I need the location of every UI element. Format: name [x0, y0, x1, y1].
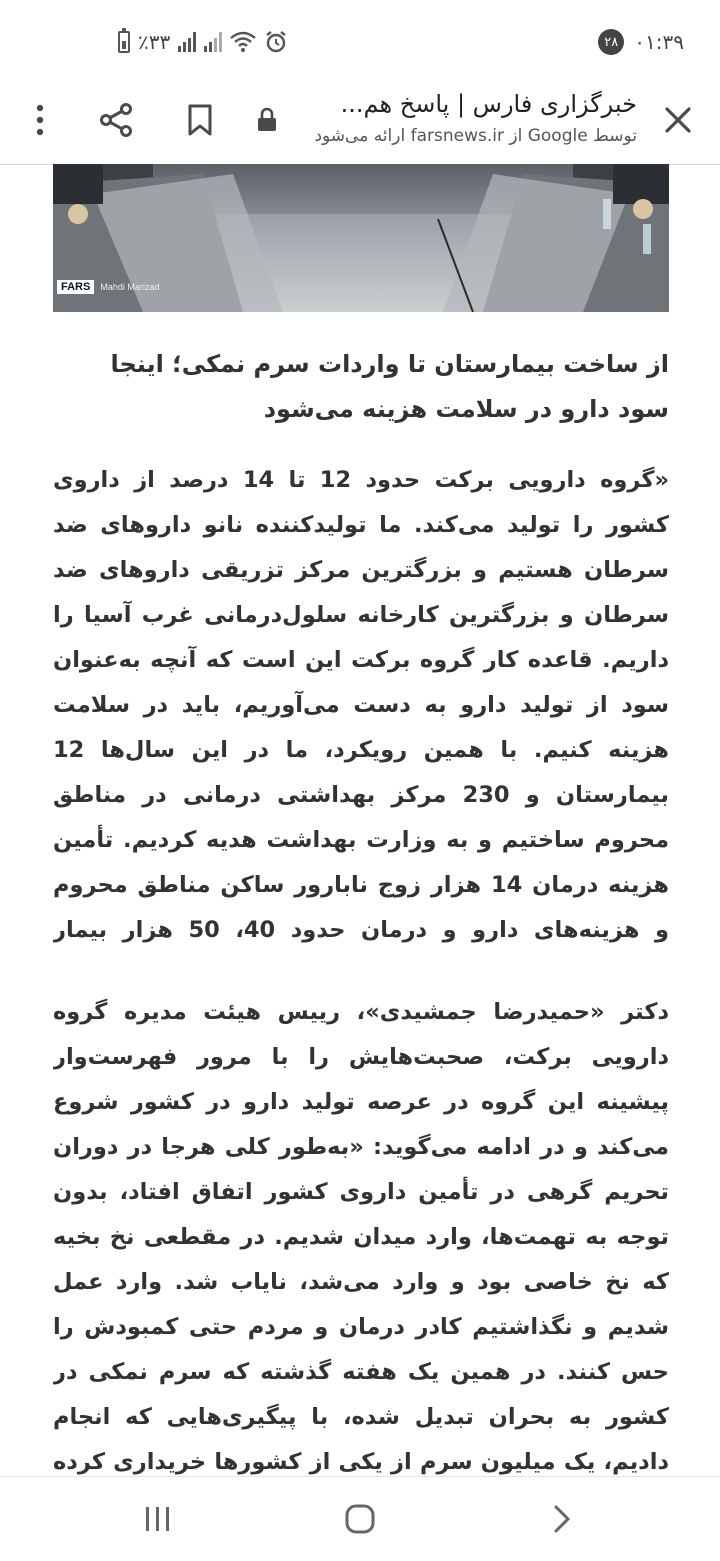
- article-paragraph-1: «گروه دارویی برکت حدود 12 تا 14 درصد از داروی کشور را تولید می‌کند. ما تولیدکننده نانو داروهای ضد سرطان هستیم و بزرگترین مرکز تزریقی داروهای ضد سرطان و بزرگترین کارخانه سلول‌درمانی غرب آسیا را داریم. قاعده کار گروه برکت این است که آنچه به‌عنوان سود از تولید دارو به دست می‌آوریم، باید در سلامت هزینه کنیم. با همین رویکرد، ما در این سال‌ها 12 بیمارستان و 230 مرکز بهداشتی درمانی در مناطق محروم ساختیم و به وزارت بهداشت هدیه کردیم. تأمین هزینه درمان 14 هزار زوج نابارور ساکن مناطق محروم و هزینه‌های دارو و درمان حدود 40، 50 هزار بیمار: [53, 467, 669, 943]
- close-button[interactable]: [654, 96, 702, 144]
- notification-badge: ۲۸: [598, 29, 624, 55]
- article-paragraph-2: دکتر «حمیدرضا جمشیدی»، رییس هیئت مدیره گروه دارویی برکت، صحبت‌هایش را با مرور فهرست‌وار پیشینه این گروه در عرصه تولید دارو در کشور شروع می‌کند و در ادامه می‌گوید: «به‌طور کلی هرجا در دوران تحریم گرهی در تأمین داروی کشور اتفاق افتاد، بدون توجه به تهمت‌ها، وارد میدان شدیم. در مقطعی نخ بخیه که نخ خاصی بود و وارد می‌شد، نایاب شد. وارد عمل شدیم و نگذاشتیم کادر درمان و مردم حتی کمبودش را حس کنند. در همین یک هفته گذشته که سرم نمکی در کشور به بحران تبدیل شده، با پیگیری‌هایی که انجام دادیم، یک میلیون سرم از یکی از کشورها خریداری کرده: [53, 999, 669, 1475]
- more-vert-icon: [34, 104, 46, 136]
- custom-tab-toolbar: [0, 78, 720, 165]
- battery-percentage: ٪۳۳: [138, 30, 171, 54]
- share-icon: [98, 102, 134, 138]
- status-time: ۰۱:۳۹: [634, 30, 684, 54]
- lock-icon: [256, 107, 278, 133]
- article-subheadline: از ساخت بیمارستان تا واردات سرم نمکی؛ اینجا سود دارو در سلامت هزینه می‌شود: [110, 350, 669, 423]
- fars-logo: FARS: [57, 280, 94, 294]
- photo-credit: Mahdi Marizad: [100, 282, 160, 292]
- signal-icon: [178, 32, 196, 52]
- page-title-block[interactable]: [305, 86, 637, 150]
- back-button[interactable]: [532, 1495, 592, 1543]
- close-icon: [664, 106, 692, 134]
- battery-icon: [118, 31, 130, 53]
- status-left-group: [118, 28, 288, 56]
- alarm-icon: [264, 30, 288, 54]
- overflow-menu-button[interactable]: [16, 96, 64, 144]
- system-navigation-bar: [0, 1476, 720, 1561]
- signal-icon-2: [204, 32, 222, 52]
- site-security-button[interactable]: [243, 96, 291, 144]
- page-title: خبرگزاری فارس | پاسخ هم...: [340, 90, 637, 118]
- status-right-group: [598, 28, 684, 56]
- recent-apps-button[interactable]: [128, 1495, 188, 1543]
- photo-watermark: [57, 280, 159, 294]
- share-button[interactable]: [92, 96, 140, 144]
- page-origin: توسط Google از farsnews.ir ارائه می‌شود: [314, 126, 637, 146]
- bookmark-button[interactable]: [176, 96, 224, 144]
- wifi-icon: [230, 31, 256, 53]
- status-bar: [0, 0, 720, 78]
- chevron-right-icon: [552, 1504, 572, 1534]
- home-icon: [344, 1503, 376, 1535]
- article-photo: [53, 164, 669, 312]
- bookmark-icon: [187, 104, 213, 136]
- recents-icon: [143, 1505, 173, 1533]
- home-button[interactable]: [330, 1495, 390, 1543]
